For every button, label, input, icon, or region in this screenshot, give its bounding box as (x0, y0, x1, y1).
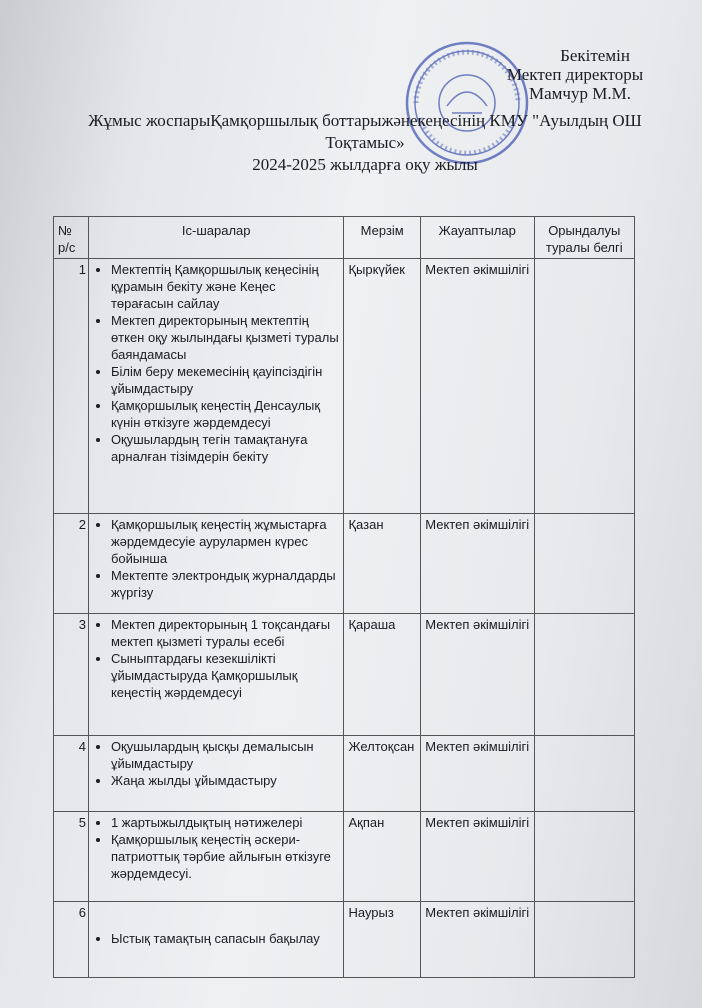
list-item: • Мектеп директорының 1 тоқсандағы мектеп қызметі туралы есебі (111, 616, 340, 650)
list-item: • Қамқоршылық кеңестің Денсаулық күнін өткізуге жәрдемдесуі (111, 397, 340, 431)
header-number: № р/с (54, 217, 89, 259)
row-deadline: Қыркүйек (344, 259, 420, 514)
row-completion-mark (534, 259, 635, 514)
row-responsible: Мектеп әкімшілігі (420, 614, 534, 736)
list-item: • Білім беру мекемесінің қауіпсіздігін ұйымдастыру (111, 363, 340, 397)
row-activities (88, 514, 344, 614)
row-responsible: Мектеп әкімшілігі (420, 812, 534, 902)
list-item: • Ыстық тамақтың сапасын бақылау (111, 930, 340, 947)
row-number: 6 (54, 902, 89, 978)
row-responsible: Мектеп әкімшілігі (420, 514, 534, 614)
row-number: 2 (54, 514, 89, 614)
list-item: • Оқушылардың тегін тамақтануға арналған тізімдерін бекіту (111, 431, 340, 465)
activity-list (93, 738, 340, 789)
list-item: • Жаңа жылды ұйымдастыру (111, 772, 340, 789)
table-row (54, 514, 635, 614)
heading-line-1: Жұмыс жоспарыҚамқоршылық боттарыжәнекеңесінің КМУ "Ауылдың ОШ (88, 111, 642, 130)
list-item: • Мектептің Қамқоршылық кеңесінің құрамын бекіту және Кеңес төрағасын сайлау (111, 261, 340, 312)
table-header-row (54, 217, 635, 259)
heading-line-3: 2024-2025 жылдарға оқу жылы (252, 155, 478, 174)
row-completion-mark (534, 902, 635, 978)
list-item: • Қамқоршылық кеңестің жұмыстарға жәрдемдесуіе аурулармен күрес бойынша (111, 516, 340, 567)
list-item: • 1 жартыжылдықтың нәтижелері (111, 814, 340, 831)
row-deadline: Ақпан (344, 812, 420, 902)
row-deadline: Қазан (344, 514, 420, 614)
row-activities (88, 902, 344, 978)
row-activities (88, 259, 344, 514)
table-row (54, 812, 635, 902)
activity-list (93, 261, 340, 465)
row-deadline: Желтоқсан (344, 736, 420, 812)
row-deadline: Қараша (344, 614, 420, 736)
approval-position: Мектеп директоры (506, 65, 644, 84)
list-item: • Сыныптардағы кезекшілікті ұйымдастыруда Қамқоршылық кеңестің жәрдемдесуі (111, 650, 340, 701)
approval-name: Мамчур М.М. (529, 84, 631, 103)
work-plan-table (53, 216, 635, 978)
row-completion-mark (534, 812, 635, 902)
list-item: • Оқушылардың қысқы демалысын ұйымдастыру (111, 738, 340, 772)
table-row (54, 902, 635, 978)
header-activities: Іс-шаралар (88, 217, 344, 259)
row-responsible: Мектеп әкімшілігі (420, 259, 534, 514)
approval-title: Бекітемін (560, 46, 630, 65)
activity-list (93, 814, 340, 882)
header-responsible: Жауаптылар (420, 217, 534, 259)
list-item: • Мектепте электрондық журналдарды жүргізу (111, 567, 340, 601)
activity-list (93, 516, 340, 601)
row-responsible: Мектеп әкімшілігі (420, 736, 534, 812)
row-completion-mark (534, 614, 635, 736)
approval-block (420, 46, 680, 103)
header-completion-mark: Орындалуы туралы белгі (534, 217, 635, 259)
row-number: 4 (54, 736, 89, 812)
header-deadline: Мерзім (344, 217, 420, 259)
activity-list (93, 616, 340, 701)
row-completion-mark (534, 736, 635, 812)
list-item: • Қамқоршылық кеңестің әскери-патриоттық тәрбие айлығын өткізуге жәрдемдесуі. (111, 831, 340, 882)
list-item: • Мектеп директорының мектептің өткен оқу жылындағы қызметі туралы баяндамасы (111, 312, 340, 363)
table-row (54, 259, 635, 514)
row-deadline: Наурыз (344, 902, 420, 978)
row-responsible: Мектеп әкімшілігі (420, 902, 534, 978)
table-row (54, 614, 635, 736)
row-completion-mark (534, 514, 635, 614)
row-number: 3 (54, 614, 89, 736)
row-activities (88, 736, 344, 812)
table-row (54, 736, 635, 812)
heading-line-2: Тоқтамыс» (325, 133, 405, 152)
row-number: 1 (54, 259, 89, 514)
row-number: 5 (54, 812, 89, 902)
row-activities (88, 614, 344, 736)
row-activities (88, 812, 344, 902)
document-heading (60, 110, 670, 176)
activity-list (93, 930, 340, 947)
